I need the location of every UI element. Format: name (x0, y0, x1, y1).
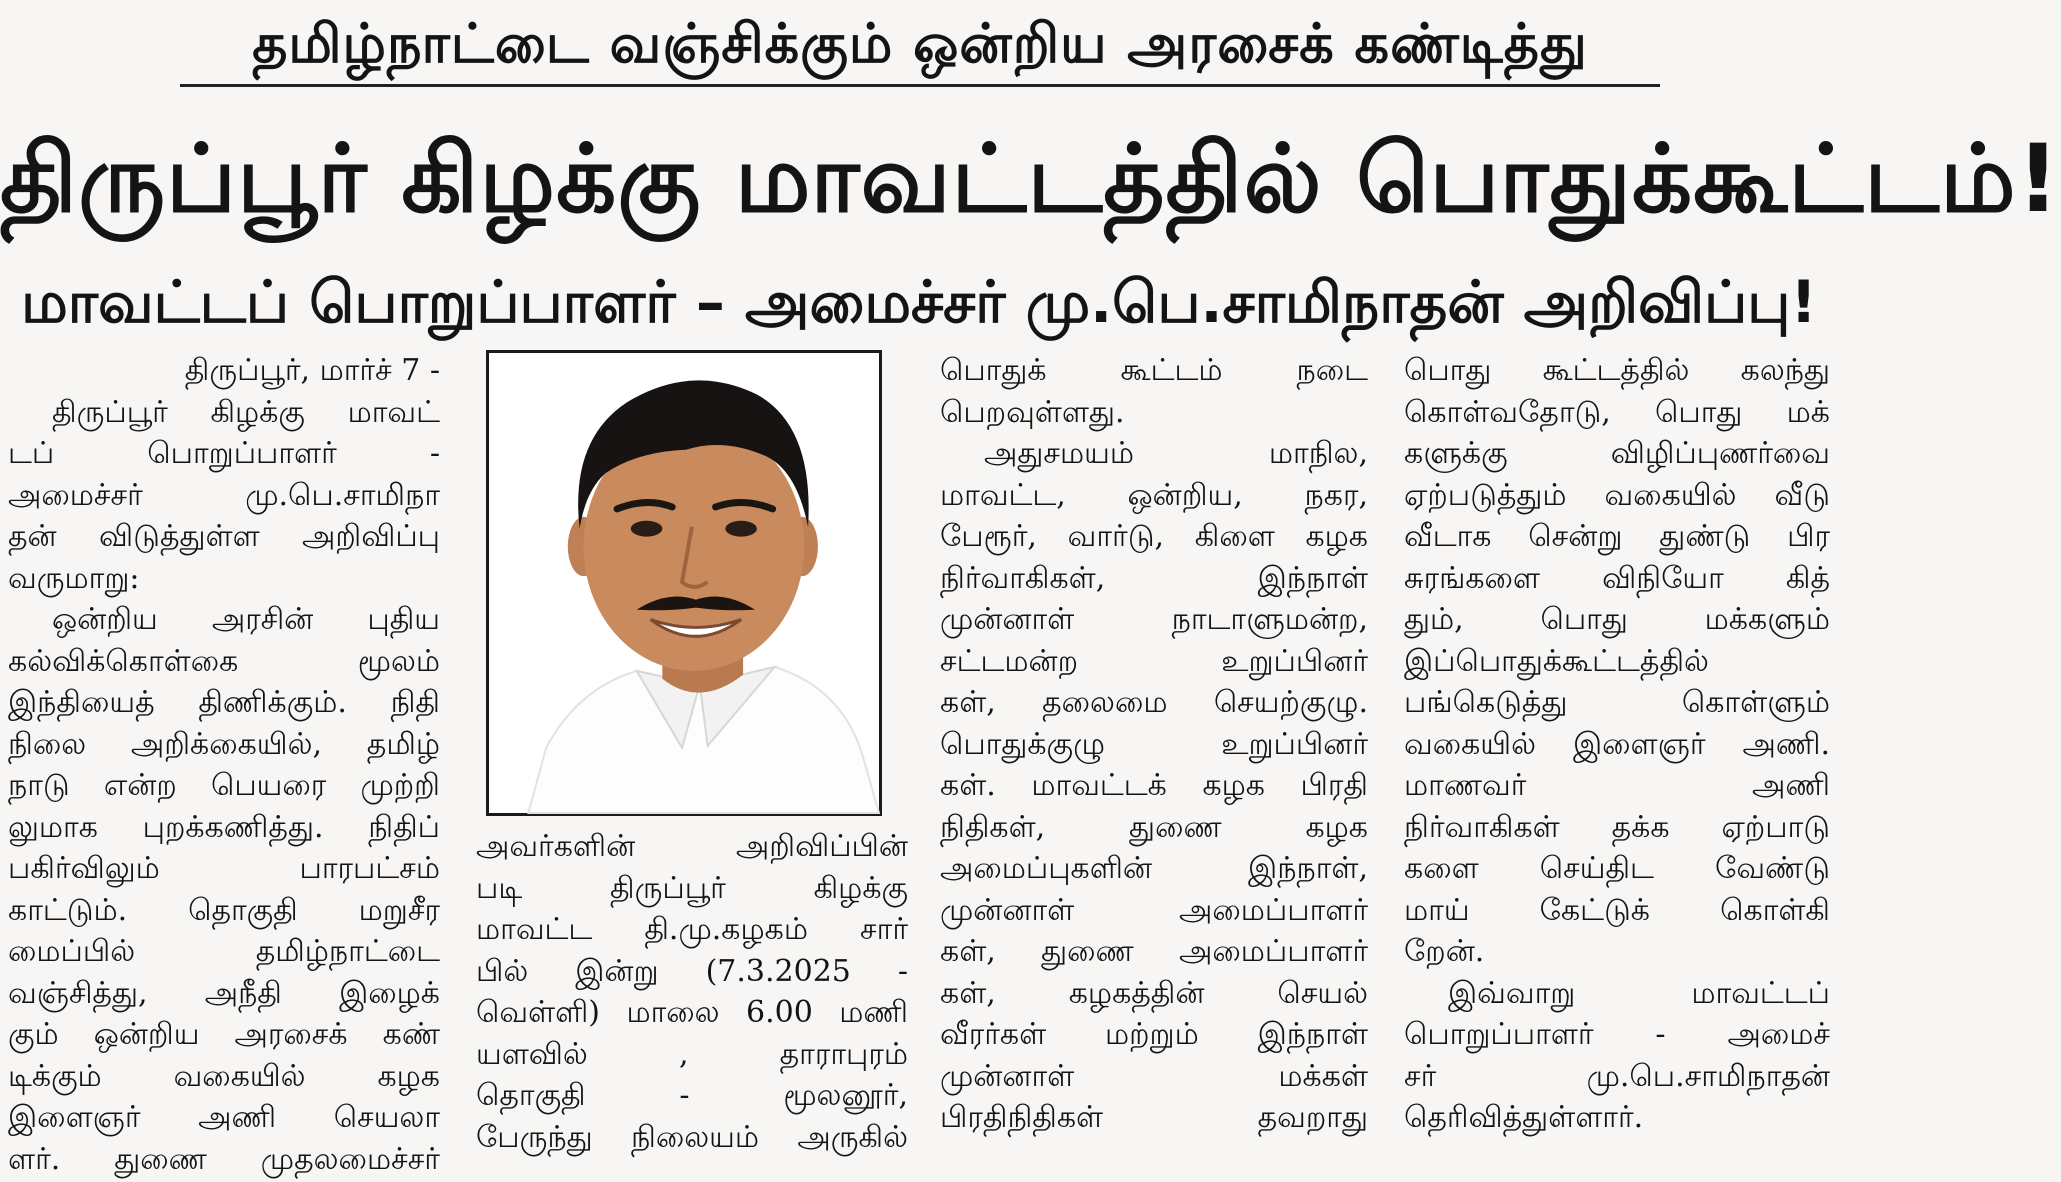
body-line: மைப்பில் தமிழ்நாட்டை (8, 934, 440, 969)
body-line: தன் விடுத்துள்ள அறிவிப்பு (8, 519, 440, 554)
body-line: டிக்கும் வகையில் கழக (8, 1058, 440, 1094)
body-line: கள், தலைமை செயற்குழு. (940, 685, 1368, 720)
article-column-3 (940, 350, 1368, 1182)
body-line: இப்பொதுக்கூட்டத்தில் (1404, 643, 1709, 679)
body-line: வீடாக சென்று துண்டு பிர (1404, 519, 1830, 554)
body-line: நிர்வாகிகள் தக்க ஏற்பாடு (1404, 809, 1830, 845)
body-line: மாய் கேட்டுக் கொள்கி (1404, 892, 1830, 928)
body-line: பங்கெடுத்து கொள்ளும் (1404, 685, 1830, 720)
main-headline: திருப்பூர் கிழக்கு மாவட்டத்தில் பொதுக்கூட்டம்! (0, 125, 2061, 234)
minister-portrait-photo (486, 350, 882, 816)
body-line: மாணவர் அணி (1404, 768, 1830, 803)
body-line: கள். மாவட்டக் கழக பிரதி (940, 768, 1368, 803)
body-line: முன்னாள் அமைப்பாளர் (940, 892, 1368, 928)
body-line: டப் பொறுப்பாளர் - (8, 436, 440, 471)
body-line: சுரங்களை விநியோ கித் (1404, 560, 1830, 596)
kicker-headline: தமிழ்நாட்டை வஞ்சிக்கும் ஒன்றிய அரசைக் கண்டித்து (180, 8, 1660, 87)
article-column-4 (1404, 350, 1830, 1182)
body-line: வஞ்சித்து, அநீதி இழைக் (8, 975, 440, 1011)
body-line: கும் ஒன்றிய அரசைக் கண் (8, 1017, 440, 1052)
sub-headline: மாவட்டப் பொறுப்பாளர் – அமைச்சர் மு.பெ.சாமிநாதன் அறிவிப்பு! (21, 268, 1817, 336)
body-line: முன்னாள் மக்கள் (940, 1058, 1368, 1094)
body-line: மாவட்ட தி.மு.கழகம் சார் (476, 912, 908, 947)
body-line: வகையில் இளைஞர் அணி. (1404, 726, 1830, 762)
body-line: சட்டமன்ற உறுப்பினர் (940, 643, 1368, 679)
body-line: வருமாறு: (8, 560, 140, 596)
body-line: கள், கழகத்தின் செயல் (940, 975, 1368, 1011)
body-line: இந்தியைத் திணிக்கும். நிதி (8, 685, 440, 720)
body-line: சர் மு.பெ.சாமிநாதன் (1404, 1058, 1830, 1094)
body-line: யளவில் , தாராபுரம் (476, 1036, 908, 1072)
body-line: அவர்களின் அறிவிப்பின் (476, 829, 908, 864)
body-line: பொதுக் கூட்டம் நடை (940, 353, 1368, 388)
body-line: இவ்வாறு மாவட்டப் (1448, 975, 1830, 1011)
body-line: பேரூர், வார்டு, கிளை கழக (940, 519, 1368, 554)
body-line: வெள்ளி) மாலை 6.00 மணி (476, 995, 908, 1030)
body-line: ஒன்றிய அரசின் புதிய (52, 602, 440, 637)
body-line: மாவட்ட, ஒன்றிய, நகர, (940, 477, 1368, 513)
body-line: ளர். துணை முதலமைச்சர் (8, 1141, 440, 1177)
body-line: வீரர்கள் மற்றும் இந்நாள் (940, 1017, 1368, 1052)
body-line: கள், துணை அமைப்பாளர் (940, 934, 1368, 969)
body-line: பொது கூட்டத்தில் கலந்து (1404, 353, 1830, 388)
body-line: தும், பொது மக்களும் (1404, 602, 1830, 637)
dateline: திருப்பூர், மார்ச் 7 - (184, 353, 440, 388)
body-line: பிரதிநிதிகள் தவறாது (940, 1100, 1368, 1135)
body-line: தொகுதி - மூலனூர், (476, 1078, 908, 1113)
body-line: அதுசமயம் மாநில, (984, 436, 1368, 471)
body-line: களை செய்திட வேண்டு (1404, 851, 1830, 886)
body-line: முன்னாள் நாடாளுமன்ற, (940, 602, 1368, 637)
body-line: கொள்வதோடு, பொது மக் (1404, 394, 1830, 430)
body-line: லுமாக புறக்கணித்து. நிதிப் (8, 809, 440, 845)
body-line: கல்விக்கொள்கை மூலம் (8, 643, 440, 679)
body-line: தெரிவித்துள்ளார். (1404, 1100, 1644, 1135)
body-line: திருப்பூர் கிழக்கு மாவட் (52, 394, 440, 430)
body-line: காட்டும். தொகுதி மறுசீர (8, 892, 440, 928)
article-column-1 (8, 350, 440, 1182)
body-line: படி திருப்பூர் கிழக்கு (476, 870, 908, 906)
body-line: நாடு என்ற பெயரை முற்றி (8, 768, 440, 803)
body-line: களுக்கு விழிப்புணர்வை (1404, 436, 1830, 471)
body-line: பொறுப்பாளர் - அமைச் (1404, 1017, 1830, 1052)
body-line: அமைச்சர் மு.பெ.சாமிநா (8, 477, 440, 513)
body-line: பேருந்து நிலையம் அருகில் (476, 1119, 908, 1155)
body-line: நிதிகள், துணை கழக (940, 809, 1368, 845)
body-line: பகிர்விலும் பாரபட்சம் (8, 851, 440, 886)
body-line: நிலை அறிக்கையில், தமிழ் (8, 726, 440, 762)
body-line: றேன். (1404, 934, 1485, 969)
article-column-2 (476, 826, 908, 1182)
body-line: அமைப்புகளின் இந்நாள், (940, 851, 1368, 886)
body-line: பெறவுள்ளது. (940, 394, 1125, 430)
body-line: இளைஞர் அணி செயலா (8, 1100, 440, 1135)
body-line: ஏற்படுத்தும் வகையில் வீடு (1404, 477, 1830, 513)
body-line: பில் இன்று (7.3.2025 - (476, 953, 908, 989)
body-line: நிர்வாகிகள், இந்நாள் (940, 560, 1368, 596)
body-line: பொதுக்குழு உறுப்பினர் (940, 726, 1368, 762)
